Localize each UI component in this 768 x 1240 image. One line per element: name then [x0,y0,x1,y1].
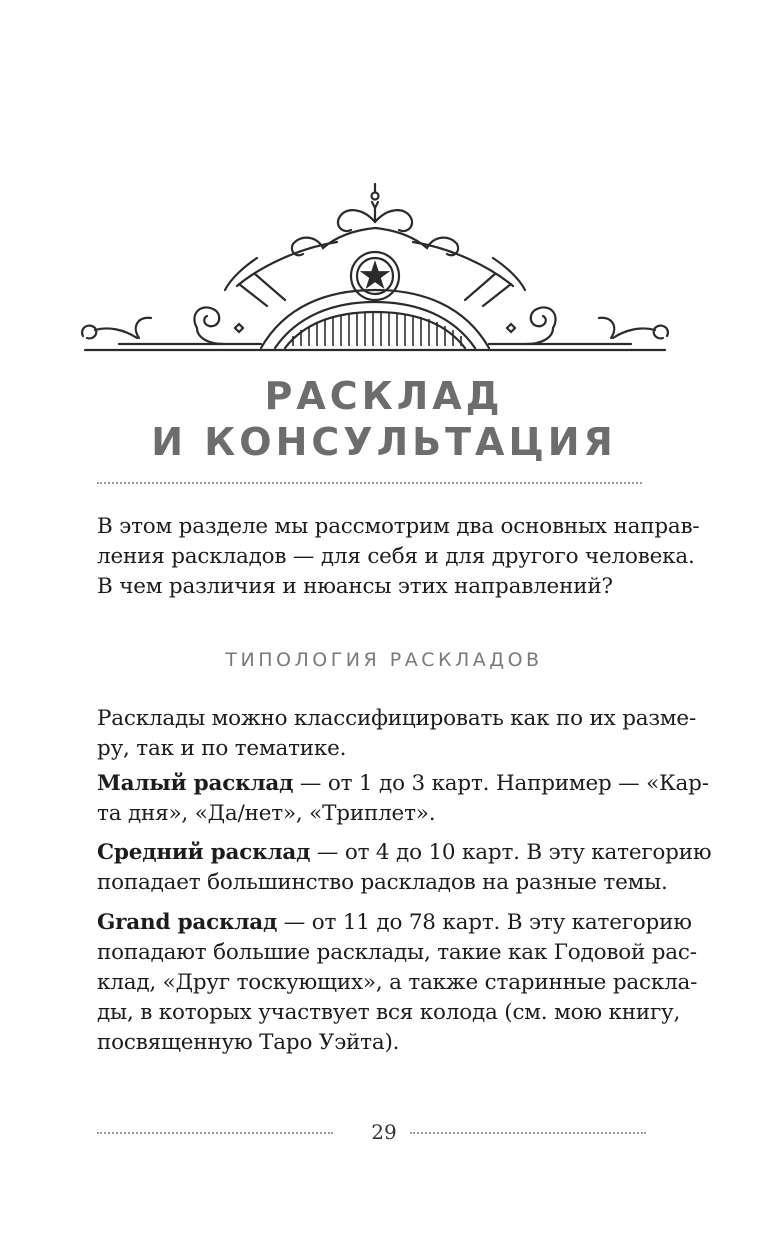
classification-line: Расклады можно классифицировать как по их разме- [97,706,697,731]
chapter-title-line2: И КОНСУЛЬТАЦИЯ [151,420,617,464]
intro-paragraph [97,512,700,602]
classification-paragraph [97,704,697,764]
footer-divider-right [410,1132,646,1134]
grand-spread-line: попадают большие расклады, такие как Годовой рас- [97,940,697,965]
intro-line: ления раскладов — для себя и для другого человека. [97,544,695,569]
section-heading: ТИПОЛОГИЯ РАСКЛАДОВ [225,649,543,671]
chapter-title-line1: РАСКЛАД [264,374,504,418]
small-spread-text: — от 1 до 3 карт. Например — «Кар- [293,771,709,796]
grand-spread-text: — от 11 до 78 карт. В эту категорию [277,910,692,935]
intro-line: В чем различия и нюансы этих направлений? [97,574,613,599]
title-divider [97,482,642,484]
medium-spread-line: попадает большинство раскладов на разные темы. [97,870,668,895]
small-spread-term: Малый расклад [97,771,294,796]
medium-spread-text: — от 4 до 10 карт. В эту категорию [310,840,712,865]
small-spread-line: та дня», «Да/нет», «Триплет». [97,801,436,826]
grand-spread-term: Grand расклад [97,910,278,935]
ornament-header [79,178,671,360]
small-spread-paragraph [97,769,709,829]
medium-spread-paragraph [97,838,712,898]
intro-line: В этом разделе мы рассмотрим два основных направ- [97,514,700,539]
pentacle-icon [360,260,390,289]
grand-spread-line: клад, «Друг тоскующих», а также старинные расклa- [97,970,698,995]
page-number: 29 [371,1120,397,1144]
medium-spread-term: Средний расклад [97,840,311,865]
grand-spread-line: посвященную Таро Уэйта). [97,1030,400,1055]
grand-spread-paragraph [97,908,698,1058]
classification-line: ру, так и по тематике. [97,736,347,761]
grand-spread-line: ды, в которых участвует вся колода (см. мою книгу, [97,1000,681,1025]
